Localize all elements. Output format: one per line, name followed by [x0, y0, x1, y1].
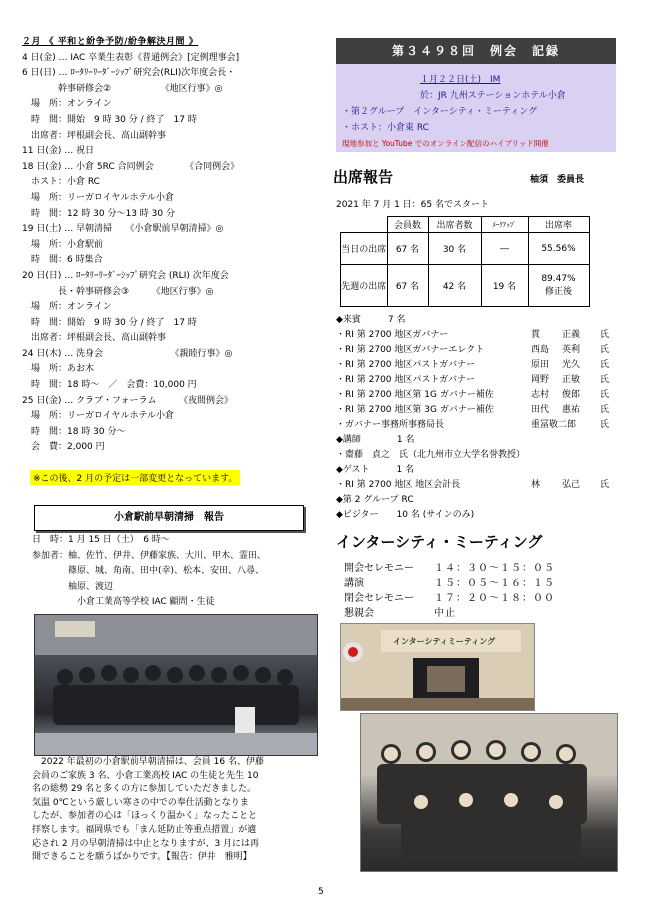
- guest-role: ・RI 第 2700 地区ガバナーエレクト: [336, 345, 485, 355]
- report-line: 会員のご家族 3 名、小倉工業高校 IAC の生徒と先生 10: [32, 770, 259, 781]
- schedule-row: [344, 561, 555, 576]
- guest-row: [336, 403, 626, 418]
- guest-role: ◆講師 1 名: [336, 435, 415, 445]
- table-cell: 55.56%: [528, 233, 589, 265]
- guest-given-name: 正義: [562, 330, 581, 340]
- schedule-line: ホスト：小倉 RC: [22, 177, 100, 188]
- schedule-line: 24 日(木) … 洗身会 《親睦行事》◎: [22, 348, 233, 359]
- meeting-group: ・第２グループ インターシティ・ミーティング: [342, 107, 538, 117]
- schedule-line: 時 間：18 時 30 分～: [22, 426, 126, 437]
- stage-photo: [340, 623, 535, 711]
- table-cell: 67 名: [387, 265, 428, 307]
- guest-given-name: 惠祐: [562, 405, 581, 415]
- table-header: 出席率: [528, 217, 589, 233]
- guest-honorific: 氏: [600, 405, 610, 415]
- table-header-blank: [341, 217, 388, 233]
- cleanup-line: 柚原、渡辺: [32, 581, 114, 592]
- schedule-time: １５：０５～１６：１５: [434, 578, 555, 589]
- schedule-label: 講演: [344, 578, 364, 589]
- schedule-line: 長・幹事研修会③ 《地区行事》◎: [22, 286, 214, 297]
- guest-row: [336, 448, 626, 463]
- cleanup-report-title: 小倉駅前早朝清掃 報告: [34, 505, 304, 531]
- table-row: [341, 265, 590, 307]
- schedule-row: [344, 606, 456, 621]
- schedule-line: 6 日(日) … ﾛｰﾀﾘｰﾘｰﾀﾞｰｼｯﾌﾟ研究会(RLI)次年度会長・: [22, 68, 236, 79]
- meeting-date: １月２２日(土) IM: [420, 75, 501, 85]
- report-line: 気温 0℃という厳しい寒さの中での奉仕活動となりま: [32, 797, 249, 808]
- guest-row: [336, 433, 626, 448]
- meeting-host: ・ホスト：小倉東 RC: [342, 123, 429, 133]
- guest-role: ◆来賓 7 名: [336, 315, 406, 325]
- guest-row: [336, 358, 626, 373]
- guest-row: [336, 388, 626, 403]
- table-cell-value: 89.47%: [541, 274, 576, 284]
- cleanup-line: 参加者：柚、佐竹、伊井、伊藤家族、大川、甲木、霊田、: [32, 550, 267, 561]
- report-line: 応され 2 月の早朝清掃は中止となりますが、3 月には再: [32, 838, 260, 849]
- guest-honorific: 氏: [600, 330, 610, 340]
- table-cell: 19 名: [481, 265, 528, 307]
- guest-row: [336, 373, 626, 388]
- guest-honorific: 氏: [600, 375, 610, 385]
- table-header: 会員数: [387, 217, 428, 233]
- schedule-line: 会 費：2,000 円: [22, 442, 105, 453]
- cleanup-details: [32, 533, 322, 611]
- guest-role: ◆第 2 グループ RC: [336, 495, 414, 505]
- guest-given-name: 正敏: [562, 375, 581, 385]
- guest-family-name: 西島: [531, 345, 550, 355]
- guest-role: ・RI 第 2700 地区第 1G ガバナー補佐: [336, 390, 494, 400]
- intercity-schedule: [344, 561, 555, 621]
- guest-honorific: 氏: [600, 360, 610, 370]
- table-row: [341, 233, 590, 265]
- table-cell: 当日の出席: [341, 233, 388, 265]
- schedule-line: 幹事研修会② 《地区行事》◎: [22, 83, 223, 94]
- schedule-time: １４：３０～１５：０５: [434, 563, 555, 574]
- guest-family-name: 林: [531, 480, 541, 490]
- table-header: ﾒｰｸｱｯﾌﾟ: [481, 217, 528, 233]
- guest-row: [336, 478, 626, 493]
- guest-honorific: 氏: [600, 345, 610, 355]
- guest-family-name: 岡野: [531, 375, 550, 385]
- guest-family-name: 貫: [531, 330, 541, 340]
- guest-role: ・RI 第 2700 地区パストガバナー: [336, 360, 476, 370]
- schedule-line: 時 間：6 時集合: [22, 255, 103, 266]
- meeting-record-header: 第３４９８回 例会 記録: [336, 38, 616, 64]
- schedule-time: １７：２０～１８：００: [434, 593, 555, 604]
- schedule-line: 時 間：開始 9 時 30 分 / 終了 17 時: [22, 317, 197, 328]
- schedule-label: 懇親会: [344, 608, 374, 619]
- schedule-line: 時 間：開始 9 時 30 分 / 終了 17 時: [22, 114, 197, 125]
- schedule-line: 4 日(金) … IAC 卒業生表彰《普通例会》[定例理事会]: [22, 52, 240, 63]
- cleanup-group-photo: [34, 614, 318, 756]
- february-schedule: [22, 35, 312, 456]
- page-number: 5: [318, 887, 324, 897]
- guest-row: [336, 493, 626, 508]
- guest-row: [336, 313, 626, 328]
- guest-role: ・RI 第 2700 地区 地区会計長: [336, 480, 461, 490]
- table-cell: 30 名: [428, 233, 481, 265]
- table-cell: 先週の出席: [341, 265, 388, 307]
- table-cell: ―: [481, 233, 528, 265]
- schedule-line: 場 所：リーガロイヤルホテル小倉: [22, 411, 175, 422]
- guest-role: ◆ビジター 10 名 (サインのみ): [336, 510, 475, 520]
- table-cell: 67 名: [387, 233, 428, 265]
- table-cell: 42 名: [428, 265, 481, 307]
- meeting-venue: 於：JR 九州ステーションホテル小倉: [420, 91, 566, 101]
- attendance-title: 出席報告: [333, 168, 394, 186]
- schedule-row: [344, 591, 555, 606]
- guest-role: ・RI 第 2700 地区パストガバナー: [336, 375, 476, 385]
- guest-role: ・ガバナー事務所事務局長: [336, 420, 445, 430]
- attendance-start-line: 2021 年 7 月 1 日：65 名でスタート: [336, 200, 489, 210]
- schedule-heading: ２月 《 平和と紛争予防/紛争解決月間 》: [22, 37, 199, 47]
- schedule-time: 中止: [434, 608, 456, 619]
- schedule-row: [344, 576, 555, 591]
- guest-family-name: 重冨敬二郎: [531, 420, 577, 430]
- schedule-line: 19 日(土) … 早朝清掃 《小倉駅前早朝清掃》◎: [22, 224, 224, 235]
- intercity-title: インターシティ・ミーティング: [336, 533, 543, 551]
- schedule-line: 時 間：18 時～ ／ 会費：10,000 円: [22, 380, 197, 391]
- guest-row: [336, 463, 626, 478]
- meeting-info-panel: [336, 64, 616, 152]
- guest-row: [336, 508, 626, 523]
- cleanup-line: 日 時：1 月 15 日（土） 6 時～: [32, 535, 170, 545]
- guest-row: [336, 343, 626, 358]
- guest-given-name: 弘己: [562, 480, 581, 490]
- guest-role: ・齋藤 貞之 氏（北九州市立大学名誉教授）: [336, 450, 526, 460]
- guest-role: ・RI 第 2700 地区ガバナー: [336, 330, 449, 340]
- guest-list: [336, 313, 626, 523]
- report-line: 2022 年最初の小倉駅前早朝清掃は、会員 16 名、伊藤: [32, 757, 264, 767]
- guest-given-name: 光久: [562, 360, 581, 370]
- officers-group-photo: [360, 713, 618, 872]
- guest-row: [336, 418, 626, 433]
- guest-given-name: 俊郎: [562, 390, 581, 400]
- cleanup-report-text: [32, 756, 314, 865]
- guest-honorific: 氏: [600, 480, 610, 490]
- report-line: したが、参加者の心は「ほっくり温かく」なったことと: [32, 811, 258, 822]
- schedule-line: 25 日(金) … クラブ・フォーラム 《夜間例会》: [22, 395, 234, 406]
- guest-honorific: 氏: [600, 390, 610, 400]
- schedule-line: 時 間：12 時 30 分～13 時 30 分: [22, 208, 175, 219]
- table-cell: [528, 265, 589, 307]
- guest-family-name: 原田: [531, 360, 550, 370]
- report-line: 拝察します。福岡県でも「まん延防止等重点措置」が適: [32, 824, 257, 835]
- guest-given-name: 英利: [562, 345, 581, 355]
- table-header: 出席者数: [428, 217, 481, 233]
- table-cell-sub: 修正後: [544, 287, 572, 297]
- schedule-line: 11 日(金) … 祝日: [22, 146, 95, 157]
- hybrid-note: 現地参加と YouTube でのオンライン配信のハイブリッド開催: [342, 139, 549, 148]
- schedule-line: 18 日(金) … 小倉 5RC 合同例会 《合同例会》: [22, 161, 240, 172]
- cleanup-line: 小倉工業高等学校 IAC 顧問・生徒: [32, 597, 215, 608]
- schedule-change-note: ※この後、2 月の予定は一部変更となっています。: [30, 470, 240, 485]
- cleanup-line: 篠原、城、角南、田中(幸)、松本、安田、八尋、: [32, 566, 265, 577]
- guest-role: ◆ゲスト 1 名: [336, 465, 415, 475]
- schedule-label: 開会セレモニー: [344, 563, 414, 574]
- guest-role: ・RI 第 2700 地区第 3G ガバナー補佐: [336, 405, 494, 415]
- schedule-label: 閉会セレモニー: [344, 593, 414, 604]
- report-line: 名の総勢 29 名と多くの方に参加していただきました。: [32, 784, 257, 795]
- guest-row: [336, 328, 626, 343]
- schedule-line: 場 所：オンライン: [22, 99, 112, 110]
- guest-family-name: 田代: [531, 405, 550, 415]
- schedule-line: 出席者：坪根副会長、高山副幹事: [22, 130, 167, 141]
- schedule-line: 場 所：オンライン: [22, 302, 112, 313]
- guest-family-name: 志村: [531, 390, 550, 400]
- attendance-table: [340, 216, 590, 307]
- report-line: 開できることを願うばかりです。【報告：伊井 雅明】: [32, 852, 252, 863]
- schedule-line: 場 所：あお木: [22, 364, 95, 375]
- attendance-committee: 柚須 委員長: [530, 175, 585, 185]
- schedule-line: 場 所：小倉駅前: [22, 239, 104, 250]
- schedule-line: 場 所：リーガロイヤルホテル小倉: [22, 192, 175, 203]
- schedule-line: 20 日(日) … ﾛｰﾀﾘｰﾘｰﾀﾞｰｼｯﾌﾟ研究会 (RLI) 次年度会: [22, 270, 229, 281]
- schedule-line: 出席者：坪根副会長、高山副幹事: [22, 333, 167, 344]
- guest-honorific: 氏: [600, 420, 610, 430]
- stage-banner: インターシティミーティング: [393, 637, 496, 646]
